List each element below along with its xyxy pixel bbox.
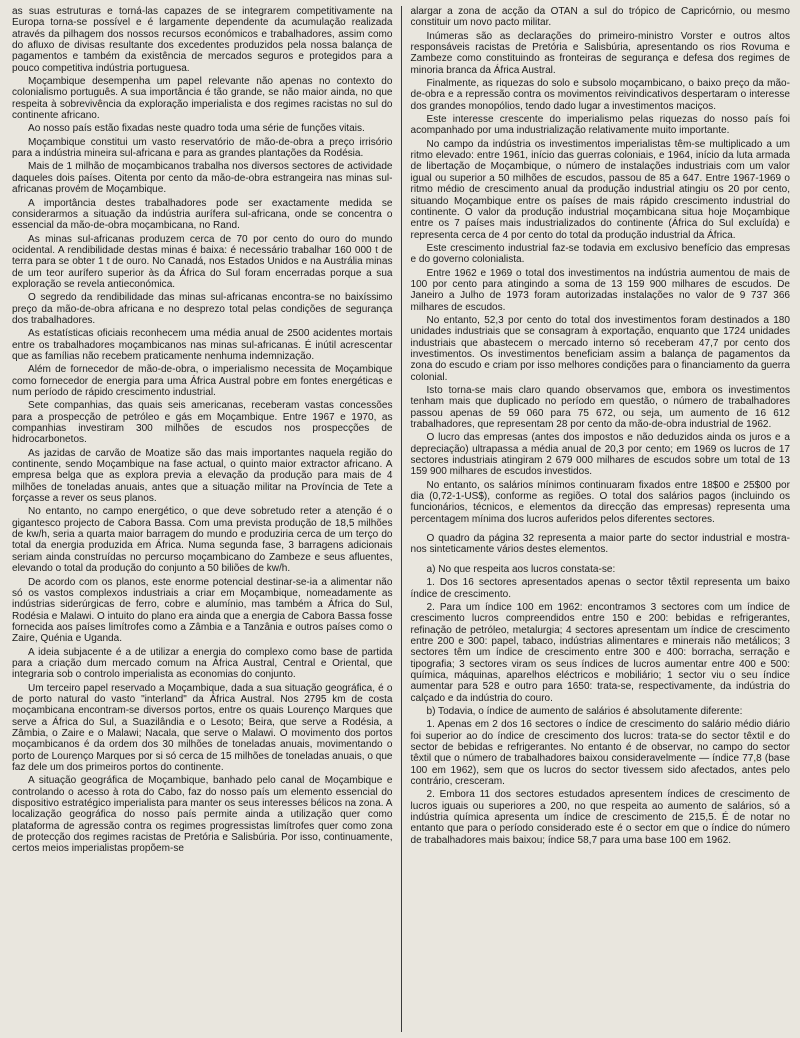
paragraph: No entanto, os salários mínimos continuaram fixados entre 18$00 e 25$00 por dia (0,72-1-US$), conforme as regiões. O total dos salários pagos (incluindo os funcionários, técnicos, e elementos da direcção das empresas) representa uma percentagem mínima dos lucros auferidos pelos diferentes sectores. (410, 479, 790, 525)
paragraph: Moçambique constitui um vasto reservatório de mão-de-obra a preço irrisório para a indústria mineira sul-africana e para as grandes plantações da Rodésia. (12, 136, 393, 160)
paragraph: Inúmeras são as declarações do primeiro-ministro Vorster e outros altos responsáveis racistas de Pretória e Salisbúria, apresentando os rios Rovuma e Zambeze como constituindo as fronteiras de segurança e defesa dos regimes de minoria branca da África Austral. (410, 30, 790, 76)
paragraph: as suas estruturas e torná-las capazes de se integrarem competitivamente na Europa torna-se possível e é largamente dependente da acumulação realizada através da pilhagem dos nossos recursos económicos e trabalhadores, assim como do afluxo de divisas resultante dos excedentes produzidos pela nossa balança de pagamentos e também da existência de mercados seguros e protegidos para a pouco competitiva indústria portuguesa. (12, 6, 393, 74)
paragraph: Mais de 1 milhão de moçambicanos trabalha nos diversos sectores de actividade daqueles dois países. Oitenta por cento da mão-de-obra estrangeira nas minas sul-africanas provém de Moçambique. (12, 161, 393, 196)
paragraph: Este interesse crescente do imperialismo pelas riquezas do nosso país foi acompanhado por uma industrialização relativamente muito importante. (410, 114, 790, 137)
paragraph: 2. Para um índice 100 em 1962: encontramos 3 sectores com um índice de crescimento lucros compreendidos entre 150 e 200: bebidas e refrigerantes, refinação de petróleo, metalurgia; 4 sectores apresentam um índice de crescimento entre 200 e 300: papel, tabaco, indústrias alimentares e minerais não metálicos; 3 sectores têm um índice de crescimento entre 300 e 400: borracha, serração e tipografia; 3 sectores viram os seus índices de lucros aumentar entre 400 e 500: química, máquinas, aparelhos eléctricos e mobiliário; 1 sector viu o seu índice aumentar para 528 e outro para 1650: trata-se, respectivamente, da indústria do calçado e da indústria do couro. (410, 601, 790, 704)
paragraph: No campo da indústria os investimentos imperialistas têm-se multiplicado a um ritmo elevado: entre 1961, início das guerras coloniais, e 1964, início da luta armada de libertação de Moçambique, o número de instalações industriais com um valor igual ou superior a 50 milhões de escudos, passou de 85 a 647. Entre 1967-1969 o ritmo médio de crescimento anual da produção industrial atingiu os 20 por cento, situando Moçambique entre os países de mais rápido crescimento industrial do continente. O valor da produção industrial moçambicana situa hoje Moçambique entre os 7 países mais industrializados do continente (África do Sul excluída) e representa cerca de 4 por cento do total da produção industrial da África. (410, 138, 790, 241)
paragraph: A situação geográfica de Moçambique, banhado pelo canal de Moçambique e controlando o acesso à rota do Cabo, faz do nosso país um elemento essencial do dispositivo estratégico imperialista para manter os seus interesses bélicos na zona. A localização geográfica do nosso país permite ainda a utilização quer como plataforma de agressão contra os regimes progressistas limítrofes quer como zona de protecção dos regimes racistas de Pretória e Salisbúria. Por isso, continuamente, certos meios imperialistas propõem-se (12, 775, 393, 855)
text-column-left (12, 6, 401, 1032)
paragraph: Além de fornecedor de mão-de-obra, o imperialismo necessita de Moçambique como fornecedor de energia para uma África Austral pobre em fontes energéticas e num período de rápido crescimento industrial. (12, 364, 393, 398)
paragraph: a) No que respeita aos lucros constata-se: (426, 563, 616, 575)
paragraph: Entre 1962 e 1969 o total dos investimentos na indústria aumentou de mais de 100 por cento para atingindo a soma de 13 159 900 milhares de escudos. De Janeiro a Julho de 1973 foram autorizadas instalações no valor de 9 737 366 milhares de escudos. (410, 267, 790, 313)
paragraph: A importância destes trabalhadores pode ser exactamente medida se considerarmos a situação da indústria aurífera sul-africana, onde se concentra o essencial da mão-de-obra moçambicana, no Rand. (12, 197, 393, 232)
paragraph: Isto torna-se mais claro quando observamos que, embora os investimentos tenham mais que duplicado no período em questão, o número de trabalhadores passou apenas de 59 060 para 75 672, ou seja, um aumento de 16 612 trabalhadores, que representam 28 por cento da mão-de-obra industrial de 1962. (410, 385, 790, 431)
paragraph: Um terceiro papel reservado a Moçambique, dada a sua situação geográfica, é o de porto natural do vasto "interland" da África Austral. Nos 2795 km de costa moçambicana encontram-se diversos portos, entre os quais Lourenço Marques que serve a África do Sul, a Suazilândia e o Lesoto; Beira, que serve a Rodésia, a Zâmbia, o Zaire e o Malawi; Nacala, que serve o Malawi. O movimento dos portos moçambicanos é da ordem dos 30 milhões de toneladas anuais, movimentando o porto de Lourenço Marques por si só cerca de 15 milhões de toneladas anuais, o que faz dele um dos primeiros portos do continente. (12, 682, 393, 773)
paragraph: 1. Apenas em 2 dos 16 sectores o índice de crescimento do salário médio diário foi superior ao do índice de crescimento dos lucros: trata-se do sector têxtil e do sector de bebidas e refrigerantes. No entanto é de observar, no campo do sector têxtil que o número de trabalhadores baixou consideravelmente — índice 77,8 (base 100 em 1962), sem que os lucros do sector tivessem sido afectados, antes pelo contrário, cresceram. (410, 719, 790, 787)
text-column-right (402, 6, 791, 1032)
paragraph: O quadro da página 32 representa a maior parte do sector industrial e mostra-nos sinteticamente vários destes elementos. (410, 533, 790, 556)
paragraph: Sete companhias, das quais seis americanas, receberam vastas concessões para a prospecção de petróleo e gás em Moçambique. Entre 1967 e 1970, as companhias investiram 300 milhões de escudos nos prospecções de hidrocarbonetos. (12, 400, 393, 446)
paragraph: 2. Embora 11 dos sectores estudados apresentem índices de crescimento de lucros iguais ou superiores a 200, no que respeita ao aumento de salários, só a indústria química apresenta um índice de crescimento de 215,5. É de notar no entanto que para o período considerado este é o sector em que o índice do número de trabalhadores mais baixou; índice 58,7 para uma base 100 em 1962. (410, 789, 790, 846)
paragraph: 1. Dos 16 sectores apresentados apenas o sector têxtil representa um baixo índice de crescimento. (410, 577, 790, 600)
paragraph: De acordo com os planos, este enorme potencial destinar-se-ia a alimentar não só os vastos complexos industriais a criar em Moçambique, nomeadamente as indústrias siderúrgicas de ferro, cobre e alumínio, mas também a África do Sul, Rodésia e Malawi. O intuito do plano era ainda que a energia de Cabora Bassa fosse fornecida aos países limítrofes como a Zâmbia e a Tanzânia e outros países como o Zaire, Quénia e Uganda. (12, 576, 393, 645)
paragraph: As jazidas de carvão de Moatize são das mais importantes naquela região do continente, sendo Moçambique na fase actual, o quinto maior extractor africano. A empresa belga que as explora previa a elevação da produção para mais de 4 milhões de toneladas anuais, antes que a situação militar na Província de Tete a forçasse a rever os seus planos. (12, 447, 393, 505)
paragraph: Este crescimento industrial faz-se todavia em exclusivo benefício das empresas e do governo colonialista. (410, 242, 790, 266)
paragraph: Moçambique desempenha um papel relevante não apenas no contexto do colonialismo português. A sua importância é tão grande, se não maior ainda, no que respeita à sobrevivência da exploração imperialista e dos regimes racistas no sul do continente africano. (12, 76, 393, 122)
paragraph: Finalmente, as riquezas do solo e subsolo moçambicano, o baixo preço da mão-de-obra e a repressão contra os movimentos reivindicativos despertaram o interesse dos grandes monopólios, tendo dado lugar a investimentos maciços. (410, 78, 790, 112)
paragraph: A ideia subjacente é a de utilizar a energia do complexo como base de partida para a criação dum mercado comum na África Austral, Central e Oriental, que integraria sob o controlo imperialista as economias do conjunto. (12, 646, 393, 681)
paragraph: As minas sul-africanas produzem cerca de 70 por cento do ouro do mundo ocidental. A rendibilidade destas minas é baixa: é necessário trabalhar 160 000 t de terra para se obter 1 t de ouro. No Canadá, nos Estados Unidos e na Austrália minas de um teor aurífero superior às da África do Sul foram encerradas porque a sua exploração se revela antieconómica. (12, 233, 393, 290)
paragraph: b) Todavia, o índice de aumento de salários é absolutamente diferente: (426, 705, 743, 717)
paragraph: Ao nosso país estão fixadas neste quadro toda uma série de funções vitais. (28, 123, 365, 135)
paragraph: alargar a zona de acção da OTAN a sul do trópico de Capricórnio, ou mesmo constituir um novo pacto militar. (410, 6, 790, 29)
paragraph: No entanto, 52,3 por cento do total dos investimentos foram destinados a 180 unidades industriais que se consagram à exportação, enquanto que 1724 unidades industriais que abastecem o mercado interno só receberam 47,7 por cento dos investimentos. Os investimentos beneficiam assim a balança de pagamentos da zona do escudo e criam por isso melhores condições para o financiamento da guerra colonial. (410, 314, 790, 383)
paragraph: O segredo da rendibilidade das minas sul-africanas encontra-se no baixíssimo preço da mão-de-obra africana e no desprezo total pelas condições de segurança dos trabalhadores. (12, 292, 393, 326)
paragraph: As estatísticas oficiais reconhecem uma média anual de 2500 acidentes mortais entre os trabalhadores moçambicanos nas minas sul-africanas. É inútil acrescentar que as famílias não recebem praticamente nenhuma indemnização. (12, 328, 393, 362)
paragraph: O lucro das empresas (antes dos impostos e não deduzidos ainda os juros e a depreciação) ultrapassa a média anual de 20,3 por cento; em 1969 os lucros de 17 sectores industriais atingiram 2 679 000 milhares de escudos sobre um total de 13 159 900 milhares de escudos investidos. (410, 432, 790, 478)
paragraph: No entanto, no campo energético, o que deve sobretudo reter a atenção é o gigantesco projecto de Cabora Bassa. Com uma prevista produção de 18,5 milhões de kw/h, seria a quarta maior barragem do mundo e produziria cerca de um terço do total da energia produzida em África. Numa segunda fase, 3 barragens adicionais seriam ainda construídas no percurso moçambicano do Zambeze e seus afluentes, elevando o total da produção do conjunto a 50 biliões de kw/h. (12, 506, 393, 575)
